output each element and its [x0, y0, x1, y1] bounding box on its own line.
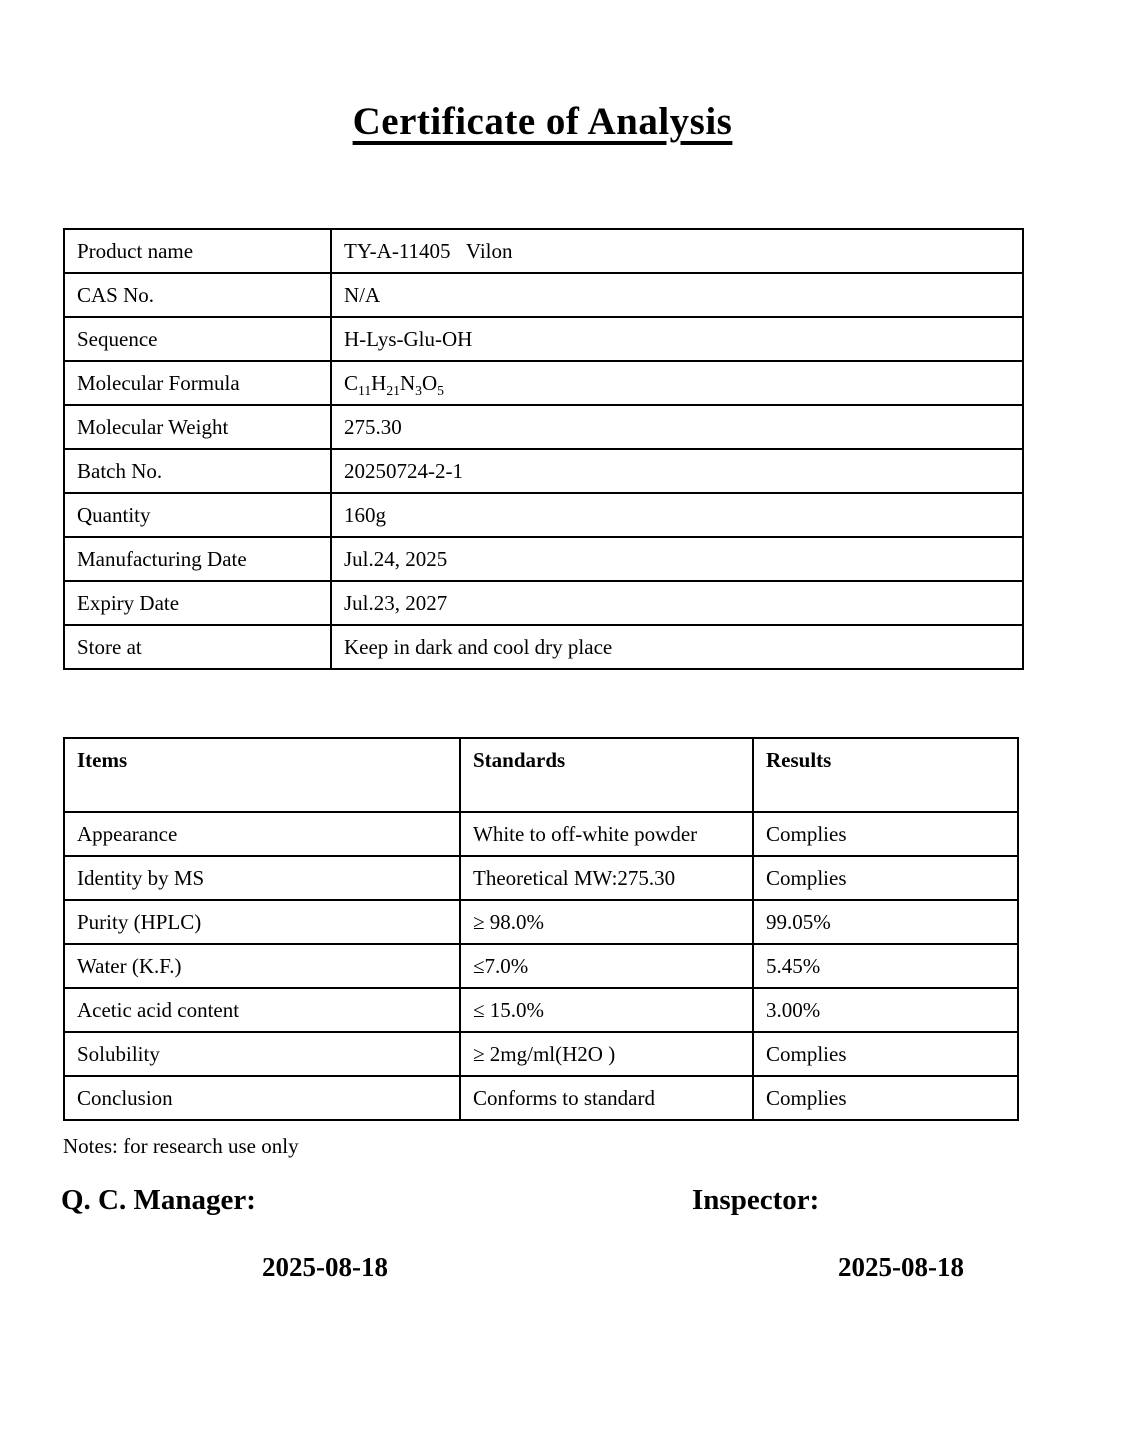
table-row	[64, 405, 1023, 449]
row-label-batch-no: Batch No.	[64, 449, 331, 493]
result-solubility: Complies	[753, 1032, 1018, 1076]
row-value-sequence: H-Lys-Glu-OH	[331, 317, 1023, 361]
item-purity-hplc: Purity (HPLC)	[64, 900, 460, 944]
table-row	[64, 1076, 1018, 1120]
table-row	[64, 856, 1018, 900]
row-value-store-at: Keep in dark and cool dry place	[331, 625, 1023, 669]
standard-water-kf: ≤7.0%	[460, 944, 753, 988]
standard-acetic-acid-content: ≤ 15.0%	[460, 988, 753, 1032]
inspector-label: Inspector:	[692, 1184, 820, 1216]
date-row	[0, 1251, 1126, 1284]
row-value-manufacturing-date: Jul.24, 2025	[331, 537, 1023, 581]
row-value-molecular-weight: 275.30	[331, 405, 1023, 449]
row-label-sequence: Sequence	[64, 317, 331, 361]
table-row	[64, 273, 1023, 317]
table-header-row	[64, 738, 1018, 812]
row-label-cas-no: CAS No.	[64, 273, 331, 317]
row-label-manufacturing-date: Manufacturing Date	[64, 537, 331, 581]
qc-manager-label: Q. C. Manager:	[61, 1184, 256, 1216]
row-label-quantity: Quantity	[64, 493, 331, 537]
column-header-items: Items	[64, 738, 460, 812]
table-row	[64, 229, 1023, 273]
row-value-quantity: 160g	[331, 493, 1023, 537]
inspector-date: 2025-08-18	[838, 1252, 964, 1282]
standard-conclusion: Conforms to standard	[460, 1076, 753, 1120]
table-row	[64, 537, 1023, 581]
row-label-store-at: Store at	[64, 625, 331, 669]
table-row	[64, 361, 1023, 405]
notes-line: Notes: for research use only	[63, 1134, 299, 1158]
result-conclusion: Complies	[753, 1076, 1018, 1120]
row-value-product-name: TY-A-11405 Vilon	[331, 229, 1023, 273]
row-value-cas-no: N/A	[331, 273, 1023, 317]
item-solubility: Solubility	[64, 1032, 460, 1076]
row-label-product-name: Product name	[64, 229, 331, 273]
standard-solubility: ≥ 2mg/ml(H2O )	[460, 1032, 753, 1076]
item-appearance: Appearance	[64, 812, 460, 856]
standard-appearance: White to off-white powder	[460, 812, 753, 856]
table-row	[64, 988, 1018, 1032]
table-row	[64, 900, 1018, 944]
item-conclusion: Conclusion	[64, 1076, 460, 1120]
table-row	[64, 625, 1023, 669]
item-acetic-acid-content: Acetic acid content	[64, 988, 460, 1032]
table-row	[64, 944, 1018, 988]
standard-purity-hplc: ≥ 98.0%	[460, 900, 753, 944]
row-value-molecular-formula: $C_{11}H_{21}N_3O_5$	[331, 361, 1023, 405]
analysis-results-table	[63, 737, 1019, 1121]
table-row	[64, 449, 1023, 493]
row-label-expiry-date: Expiry Date	[64, 581, 331, 625]
column-header-results: Results	[753, 738, 1018, 812]
page-title: Certificate of Analysis	[352, 100, 733, 143]
item-water-kf: Water (K.F.)	[64, 944, 460, 988]
signature-row	[0, 1182, 1126, 1218]
table-row	[64, 317, 1023, 361]
table-row	[64, 812, 1018, 856]
result-acetic-acid-content: 3.00%	[753, 988, 1018, 1032]
product-info-table	[63, 228, 1024, 670]
qc-manager-date: 2025-08-18	[262, 1252, 388, 1282]
row-label-molecular-weight: Molecular Weight	[64, 405, 331, 449]
result-purity-hplc: 99.05%	[753, 900, 1018, 944]
row-value-batch-no: 20250724-2-1	[331, 449, 1023, 493]
row-value-expiry-date: Jul.23, 2027	[331, 581, 1023, 625]
result-appearance: Complies	[753, 812, 1018, 856]
item-identity-by-ms: Identity by MS	[64, 856, 460, 900]
row-label-molecular-formula: Molecular Formula	[64, 361, 331, 405]
standard-identity-by-ms: Theoretical MW:275.30	[460, 856, 753, 900]
table-row	[64, 581, 1023, 625]
result-identity-by-ms: Complies	[753, 856, 1018, 900]
table-row	[64, 1032, 1018, 1076]
column-header-standards: Standards	[460, 738, 753, 812]
result-water-kf: 5.45%	[753, 944, 1018, 988]
table-row	[64, 493, 1023, 537]
